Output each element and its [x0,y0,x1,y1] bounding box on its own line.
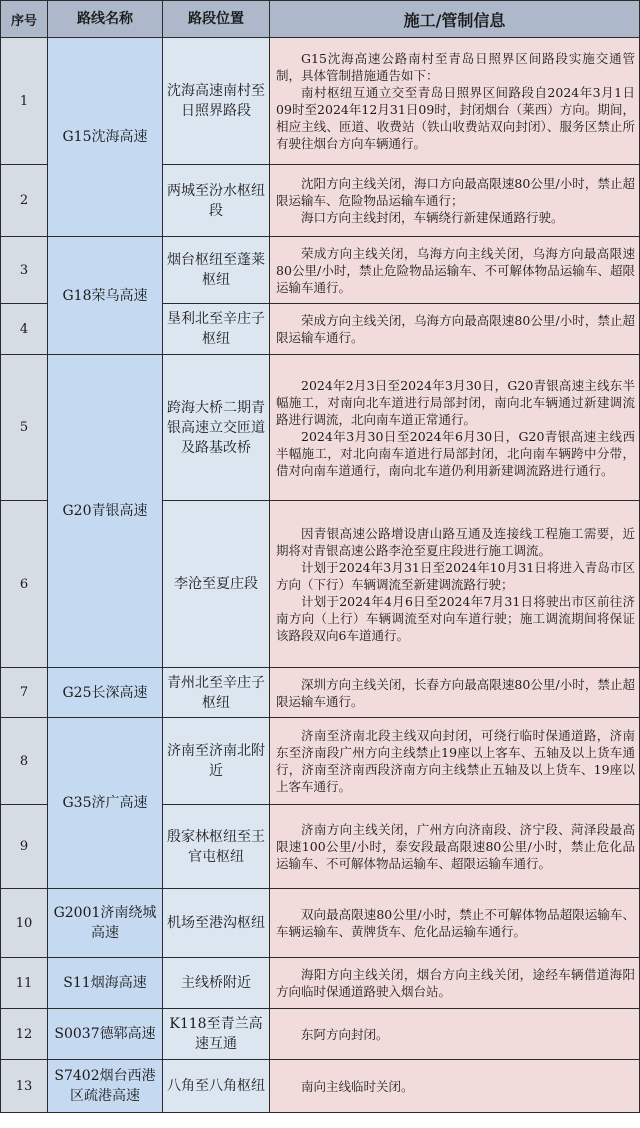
segment-location: K118至青兰高速互通 [163,1009,270,1060]
row-seq: 10 [1,889,48,958]
table-row [1,958,640,1009]
info-paragraph: 计划于2024年4月6日至2024年7月31日将驶出市区前往济南方向（上行）车辆调流至对向车道行驶；施工调流期间将保证该路段双向6车道通行。 [276,593,635,643]
info-paragraph: 海口方向主线封闭，车辆绕行新建保通路行驶。 [301,210,564,225]
table-row [1,1060,640,1113]
segment-location: 殷家林枢纽至王官屯枢纽 [163,805,270,889]
row-seq: 5 [1,355,48,501]
info-paragraph: 南向主线临时关闭。 [301,1078,414,1094]
table-row [1,38,640,165]
route-name: G20青银高速 [48,355,163,668]
segment-location: 李沧至夏庄段 [163,501,270,668]
row-seq: 2 [1,165,48,237]
table-row [1,889,640,958]
info-paragraph: 深圳方向主线关闭，长春方向最高限速80公里/小时，禁止超限运输车通行。 [276,676,635,709]
info-paragraph: G15沈海高速公路南村至青岛日照界区间路段实施交通管制，具体管制措施通告如下： [276,51,635,83]
control-info [270,355,640,501]
info-paragraph: 荣成方向主线关闭，乌海方向最高限速80公里/小时，禁止超限运输车通行。 [276,313,635,345]
route-name: G2001济南绕城高速 [48,889,163,958]
header-segment: 路段位置 [163,1,270,38]
row-seq: 4 [1,304,48,355]
table-row [1,668,640,718]
info-paragraph: 海阳方向主线关闭，烟台方向主线关闭，途经车辆借道海阳方向临时保通道路驶入烟台站。 [276,967,635,999]
info-paragraph: 东阿方向封闭。 [301,1026,389,1042]
route-name: G35济广高速 [48,718,163,889]
info-paragraph: 济南方向主线关闭，广州方向济南段、济宁段、菏泽段最高限速100公里/小时，泰安段最高限速80公里/小时，禁止危化品运输车、不可解体物品运输车、超限运输车通行。 [276,822,635,871]
route-name: S0037德郓高速 [48,1009,163,1060]
row-seq: 6 [1,501,48,668]
info-paragraph: 2024年3月30日至2024年6月30日，G20青银高速主线西半幅施工，对北向南车道进行局部封闭，北向南车辆跨中分带，借对向南车道通行，南向北车道仍利用新建调流路进行通行。 [276,428,635,478]
header-seq: 序号 [1,1,48,38]
control-info [270,237,640,304]
row-seq: 8 [1,718,48,805]
segment-location: 沈海高速南村至日照界路段 [163,38,270,165]
segment-location: 八角至八角枢纽 [163,1060,270,1113]
header-row [1,1,640,38]
table-row [1,237,640,304]
route-name: S11烟海高速 [48,958,163,1009]
control-info [270,889,640,958]
control-info [270,165,640,237]
segment-location: 机场至港沟枢纽 [163,889,270,958]
info-paragraph: 沈阳方向主线关闭，海口方向最高限速80公里/小时，禁止超限运输车、危险物品运输车通行； [276,176,635,208]
row-seq: 1 [1,38,48,165]
segment-location: 两城至汾水枢纽段 [163,165,270,237]
segment-location: 垦利北至辛庄子枢纽 [163,304,270,355]
row-seq: 9 [1,805,48,889]
row-seq: 11 [1,958,48,1009]
info-paragraph: 双向最高限速80公里/小时，禁止不可解体物品超限运输车、车辆运输车、黄牌货车、危化品运输车通行。 [276,907,635,939]
control-info [270,668,640,718]
info-paragraph: 因青银高速公路增设唐山路互通及连接线工程施工需要，近期将对青银高速公路李沧至夏庄段进行施工调流。 [276,525,635,558]
info-paragraph: 2024年2月3日至2024年3月30日，G20青银高速主线东半幅施工，对南向北车道进行局部封闭，南向北车辆通过新建调流路进行调流，北向南车道正常通行。 [276,377,635,427]
info-paragraph: 济南至济南北段主线双向封闭，可绕行临时保通道路，济南东至济南段广州方向主线禁止19座以上客车、五轴及以上货车通行，济南至济南西段济南方向主线禁止五轴及以上货车、19座以上客车通行。 [276,728,635,794]
control-info [270,718,640,805]
route-name: G18荣乌高速 [48,237,163,355]
segment-location: 青州北至辛庄子枢纽 [163,668,270,718]
control-info [270,501,640,668]
row-seq: 3 [1,237,48,304]
row-seq: 7 [1,668,48,718]
info-paragraph: 荣成方向主线关闭，乌海方向主线关闭，乌海方向最高限速80公里/小时，禁止危险物品运输车、不可解体物品运输车、超限运输车通行。 [276,245,635,295]
segment-location: 跨海大桥二期青银高速立交匝道及路基改桥 [163,355,270,501]
table-row [1,1009,640,1060]
header-info: 施工/管制信息 [270,1,640,38]
info-paragraph: 计划于2024年3月31日至2024年10月31日将进入青岛市区方向（下行）车辆调流至新建调流路行驶； [276,559,635,592]
route-name: S7402烟台西港区疏港高速 [48,1060,163,1113]
table-row [1,355,640,501]
control-info [270,38,640,165]
row-seq: 13 [1,1060,48,1113]
segment-location: 烟台枢纽至蓬莱枢纽 [163,237,270,304]
header-route: 路线名称 [48,1,163,38]
row-seq: 12 [1,1009,48,1060]
segment-location: 主线桥附近 [163,958,270,1009]
control-info [270,805,640,889]
control-info [270,958,640,1009]
control-info [270,1009,640,1060]
route-name: G15沈海高速 [48,38,163,237]
info-paragraph: 南村枢纽互通立交至青岛日照界区间路段自2024年3月1日09时至2024年12月31日09时，封闭烟台（莱西）方向。期间，相应主线、匝道、收费站（铁山收费站双向封闭）、服务区禁止所有驶往烟台方向车辆通行。 [276,85,635,151]
table-row [1,718,640,805]
control-info [270,304,640,355]
segment-location: 济南至济南北附近 [163,718,270,805]
route-name: G25长深高速 [48,668,163,718]
control-info [270,1060,640,1113]
